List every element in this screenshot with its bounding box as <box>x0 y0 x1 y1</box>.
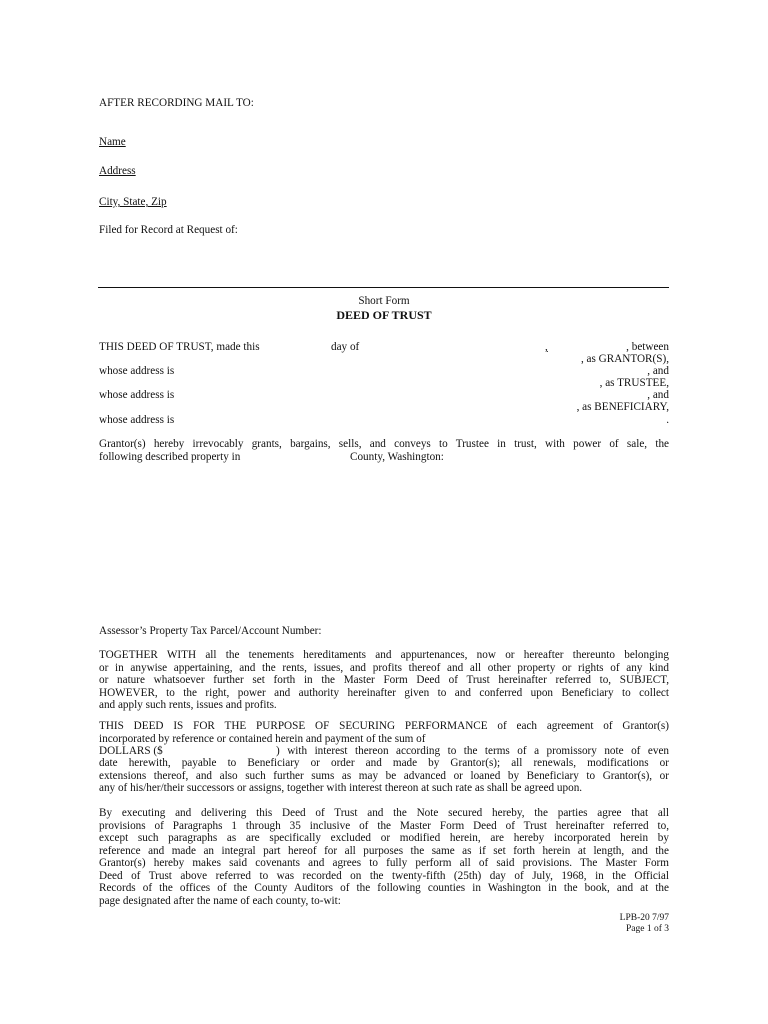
short-form-subtitle: Short Form <box>358 295 410 307</box>
paragraph-line: HOWEVER, to the right, power and authority hereinafter given to and conferred upon Beneficiary to collect <box>99 686 669 699</box>
property-in-text: following described property in <box>99 451 241 463</box>
deed-of-trust-title: DEED OF TRUST <box>336 308 432 322</box>
period-mark: . <box>666 414 669 426</box>
paragraph-line: By executing and delivering this Deed of Trust and the Note secured hereby, the parties agree that all <box>99 807 669 819</box>
assessor-parcel-label: Assessor’s Property Tax Parcel/Account Number: <box>99 625 322 637</box>
beneficiary-address-label: whose address is <box>99 414 175 426</box>
county-washington-text: County, Washington: <box>350 451 444 463</box>
paragraph-line: Records of the offices of the County Auditors of the following counties in Washington in the book, and at the <box>99 882 669 894</box>
paragraph-line: incorporated by reference or contained herein and payment of the sum of <box>99 732 426 745</box>
paragraph-line: reference and made an integral part hereof for all purposes the same as if set forth herein at length, and the <box>99 844 669 857</box>
made-this-text: THIS DEED OF TRUST, made this <box>99 341 260 353</box>
paragraph-line: or nature whatsoever further set forth in the Master Form Deed of Trust hereinafter referred to, SUBJECT, <box>99 674 669 686</box>
address-field-label: Address <box>99 165 136 177</box>
filed-for-record-label: Filed for Record at Request of: <box>99 224 238 236</box>
page-number: Page 1 of 3 <box>625 924 669 934</box>
paragraph-line: except such paragraphs as are specifically excluded or modified herein, are hereby incorporated herein by <box>99 832 669 844</box>
as-beneficiary-text: , as BENEFICIARY, <box>576 401 669 413</box>
trustee-address-label: whose address is <box>99 389 175 401</box>
paragraph-line: any of his/her/their successors or assigns, together with interest thereon at such rate as shall be agreed upon. <box>99 782 583 794</box>
grantor-address-label: whose address is <box>99 365 175 377</box>
and-text-1: , and <box>647 365 669 377</box>
between-text: , between <box>626 341 669 353</box>
paragraph-line: provisions of Paragraphs 1 through 35 inclusive of the Master Form Deed of Trust hereinafter referred to, <box>99 819 669 832</box>
as-trustee-text: , as TRUSTEE, <box>599 377 669 389</box>
day-of-text: day of <box>331 341 360 353</box>
mail-to-heading: AFTER RECORDING MAIL TO: <box>99 97 254 109</box>
grant-paragraph <box>99 438 669 451</box>
grant-line: Grantor(s) hereby irrevocably grants, bargains, sells, and conveys to Trustee in trust, with power of sale, the <box>99 438 669 450</box>
paragraph-line: THIS DEED IS FOR THE PURPOSE OF SECURING PERFORMANCE of each agreement of Grantor(s) <box>99 720 669 732</box>
paragraph-line: Grantor(s) hereby makes said covenants and agrees to fully perform all of said provisions. The Master Form <box>99 857 669 869</box>
form-number: LPB-20 7/97 <box>619 913 669 923</box>
paragraph-line: TOGETHER WITH all the tenements hereditaments and appurtenances, now or hereafter thereunto belonging <box>99 649 669 661</box>
paragraph-line: extensions thereof, and also such further sums as may be advanced or loaned by Beneficiary to Grantor(s), or <box>99 769 669 782</box>
paragraph-line: Deed of Trust above referred to was recorded on the twenty-fifth (25th) day of July, 1968, in the Official <box>99 869 669 882</box>
dollars-label: DOLLARS ($ <box>99 745 163 757</box>
paragraph-line: and apply such rents, issues and profits. <box>99 699 277 711</box>
paragraph-line: date herewith, payable to Beneficiary or order and made by Grantor(s); all renewals, modifications or <box>99 757 669 769</box>
as-grantor-text: , as GRANTOR(S), <box>580 353 669 365</box>
date-comma-mark: , <box>545 341 548 353</box>
and-text-2: , and <box>647 389 669 401</box>
executing-paragraph <box>99 807 669 907</box>
paragraph-line: or in anywise appertaining, and the rents, issues, and profits thereof and all other property or rights of any kind <box>99 661 669 674</box>
city-state-zip-label: City, State, Zip <box>99 196 167 208</box>
interest-text: ) with interest thereon according to the terms of a promissory note of even <box>276 745 669 757</box>
together-with-paragraph <box>99 649 669 712</box>
purpose-paragraph <box>99 720 669 745</box>
paragraph-line: page designated after the name of each county, to-wit: <box>99 894 341 907</box>
name-field-label: Name <box>99 136 126 148</box>
horizontal-rule <box>98 287 669 288</box>
purpose-paragraph-continued <box>99 757 669 795</box>
